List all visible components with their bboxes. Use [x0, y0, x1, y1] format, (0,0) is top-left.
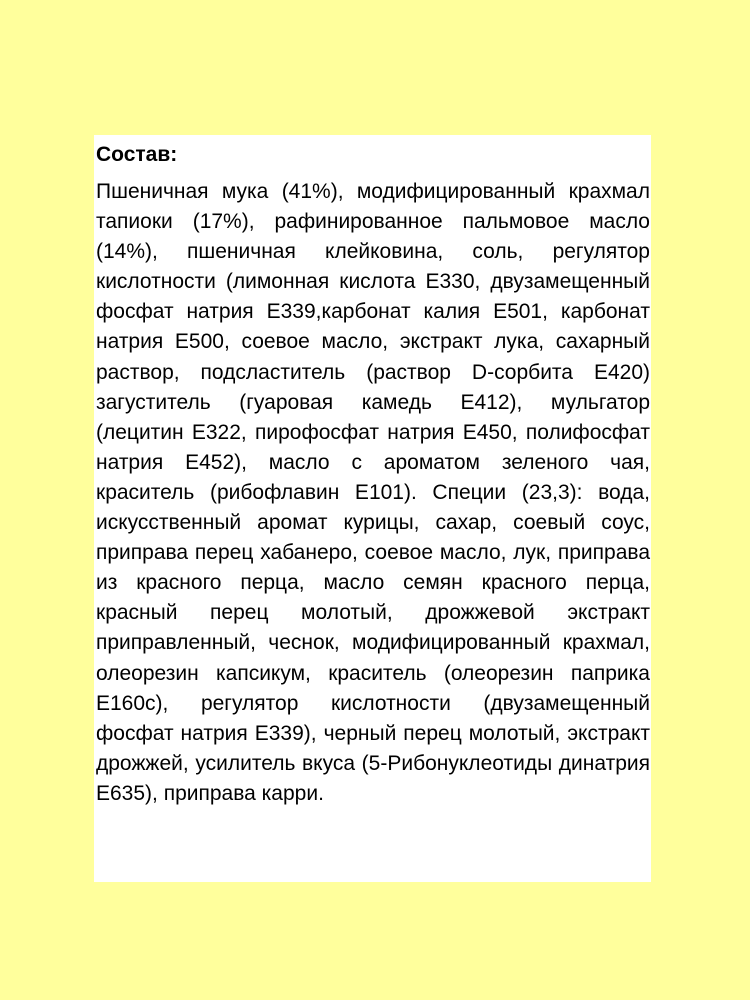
ingredients-heading: Состав:	[96, 143, 178, 166]
ingredients-card	[94, 135, 651, 882]
ingredients-text: Пшеничная мука (41%), модифицированный крахмал тапиоки (17%), рафинированное пальмовое масло (14%), пшеничная клейковина, соль, регулятор кислотности (лимонная кислота Е330, двузамещенный фосфат натрия Е339,карбонат калия Е501, карбонат натрия Е500, соевое масло, экстракт лука, сахарный раствор, подсластитель (раствор D-сорбита Е420) загуститель (гуаровая камедь Е412), мульгатор (лецитин Е322, пирофосфат натрия Е450, полифосфат натрия Е452), масло с ароматом зеленого чая, краситель (рибофлавин Е101). Специи (23,3): вода, искусственный аромат курицы, сахар, соевый соус, приправа перец хабанеро, соевое масло, лук, приправа из красного перца, масло семян красного перца, красный перец молотый, дрожжевой экстракт приправленный, чеснок, модифицированный крахмал, олеорезин капсикум, краситель (олеорезин паприка Е160с), регулятор кислотности (двузамещенный фосфат натрия Е339), черный перец молотый, экстракт дрожжей, усилитель вкуса (5-Рибонуклеотиды динатрия Е635), приправа карри.	[96, 180, 650, 805]
